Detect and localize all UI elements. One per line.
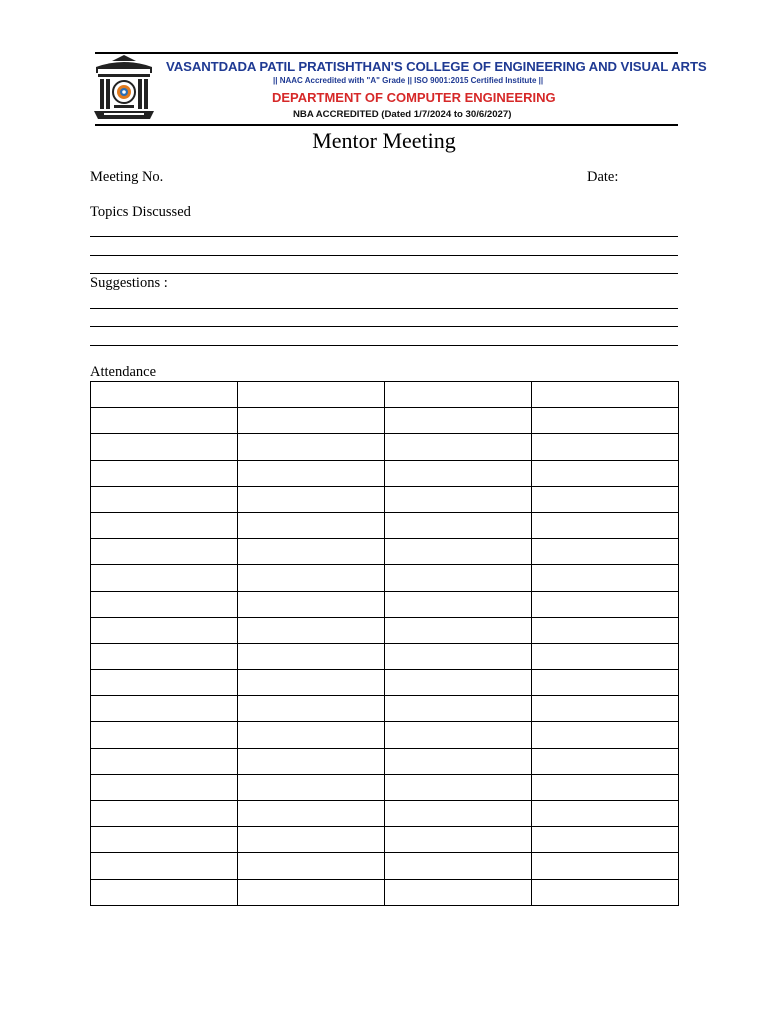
attendance-cell[interactable] xyxy=(91,748,238,774)
attendance-cell[interactable] xyxy=(238,722,385,748)
table-row xyxy=(91,617,679,643)
attendance-cell[interactable] xyxy=(532,643,679,669)
attendance-cell[interactable] xyxy=(91,408,238,434)
attendance-cell[interactable] xyxy=(532,512,679,538)
attendance-cell[interactable] xyxy=(385,434,532,460)
attendance-cell[interactable] xyxy=(91,591,238,617)
attendance-cell[interactable] xyxy=(91,774,238,800)
attendance-cell[interactable] xyxy=(238,539,385,565)
attendance-cell[interactable] xyxy=(238,565,385,591)
attendance-cell[interactable] xyxy=(238,696,385,722)
attendance-cell[interactable] xyxy=(238,617,385,643)
attendance-cell[interactable] xyxy=(385,512,532,538)
attendance-cell[interactable] xyxy=(238,879,385,905)
attendance-cell[interactable] xyxy=(238,434,385,460)
attendance-cell[interactable] xyxy=(238,827,385,853)
attendance-cell[interactable] xyxy=(385,696,532,722)
topics-discussed-label: Topics Discussed xyxy=(90,204,191,220)
table-row xyxy=(91,408,679,434)
attendance-cell[interactable] xyxy=(532,748,679,774)
attendance-cell[interactable] xyxy=(91,696,238,722)
attendance-cell[interactable] xyxy=(532,774,679,800)
suggestions-line[interactable] xyxy=(90,308,678,309)
attendance-cell[interactable] xyxy=(385,879,532,905)
attendance-cell[interactable] xyxy=(238,801,385,827)
table-row xyxy=(91,827,679,853)
date-label: Date: xyxy=(587,169,619,185)
attendance-cell[interactable] xyxy=(532,722,679,748)
attendance-cell[interactable] xyxy=(91,434,238,460)
meeting-no-label: Meeting No. xyxy=(90,169,164,185)
attendance-cell[interactable] xyxy=(532,853,679,879)
attendance-cell[interactable] xyxy=(532,879,679,905)
suggestions-line[interactable] xyxy=(90,345,678,346)
attendance-cell[interactable] xyxy=(385,460,532,486)
table-row xyxy=(91,591,679,617)
attendance-cell[interactable] xyxy=(385,801,532,827)
attendance-cell[interactable] xyxy=(238,512,385,538)
attendance-cell[interactable] xyxy=(91,722,238,748)
attendance-cell[interactable] xyxy=(385,774,532,800)
table-row xyxy=(91,748,679,774)
topics-line[interactable] xyxy=(90,273,678,274)
attendance-cell[interactable] xyxy=(91,801,238,827)
attendance-cell[interactable] xyxy=(532,486,679,512)
table-row xyxy=(91,696,679,722)
table-row xyxy=(91,565,679,591)
attendance-cell[interactable] xyxy=(238,486,385,512)
attendance-cell[interactable] xyxy=(532,408,679,434)
table-row xyxy=(91,460,679,486)
attendance-cell[interactable] xyxy=(532,617,679,643)
table-row xyxy=(91,486,679,512)
attendance-cell[interactable] xyxy=(532,801,679,827)
accreditation-line: || NAAC Accredited with "A" Grade || ISO 9001:2015 Certified Institute || xyxy=(273,76,544,85)
attendance-cell[interactable] xyxy=(91,382,238,408)
college-logo-icon xyxy=(92,55,156,123)
attendance-cell[interactable] xyxy=(238,774,385,800)
department-name: DEPARTMENT OF COMPUTER ENGINEERING xyxy=(272,90,556,105)
attendance-cell[interactable] xyxy=(385,643,532,669)
attendance-cell[interactable] xyxy=(91,643,238,669)
table-row xyxy=(91,539,679,565)
attendance-cell[interactable] xyxy=(532,827,679,853)
attendance-cell[interactable] xyxy=(532,434,679,460)
table-row xyxy=(91,382,679,408)
attendance-cell[interactable] xyxy=(91,539,238,565)
attendance-cell[interactable] xyxy=(238,408,385,434)
attendance-cell[interactable] xyxy=(238,670,385,696)
attendance-cell[interactable] xyxy=(532,460,679,486)
table-row xyxy=(91,722,679,748)
attendance-cell[interactable] xyxy=(385,748,532,774)
attendance-cell[interactable] xyxy=(91,617,238,643)
suggestions-label: Suggestions : xyxy=(90,275,168,291)
attendance-cell[interactable] xyxy=(238,382,385,408)
attendance-cell[interactable] xyxy=(532,539,679,565)
attendance-cell[interactable] xyxy=(385,853,532,879)
attendance-cell[interactable] xyxy=(532,591,679,617)
topics-line[interactable] xyxy=(90,236,678,237)
attendance-cell[interactable] xyxy=(91,670,238,696)
table-row xyxy=(91,512,679,538)
attendance-cell[interactable] xyxy=(91,460,238,486)
attendance-table xyxy=(90,381,679,906)
table-row xyxy=(91,801,679,827)
table-row xyxy=(91,670,679,696)
attendance-cell[interactable] xyxy=(385,670,532,696)
header-rule-bottom xyxy=(95,124,678,126)
attendance-cell[interactable] xyxy=(385,722,532,748)
suggestions-line[interactable] xyxy=(90,326,678,327)
table-row xyxy=(91,879,679,905)
attendance-cell[interactable] xyxy=(238,591,385,617)
attendance-cell[interactable] xyxy=(385,617,532,643)
attendance-cell[interactable] xyxy=(532,696,679,722)
nba-accreditation: NBA ACCREDITED (Dated 1/7/2024 to 30/6/2027) xyxy=(293,109,512,120)
attendance-cell[interactable] xyxy=(91,879,238,905)
attendance-cell[interactable] xyxy=(238,748,385,774)
attendance-cell[interactable] xyxy=(385,382,532,408)
attendance-cell[interactable] xyxy=(385,408,532,434)
attendance-cell[interactable] xyxy=(385,827,532,853)
table-row xyxy=(91,774,679,800)
header-rule-top xyxy=(95,52,678,54)
attendance-cell[interactable] xyxy=(238,460,385,486)
page-title: Mentor Meeting xyxy=(312,128,456,153)
attendance-cell[interactable] xyxy=(91,565,238,591)
attendance-cell[interactable] xyxy=(532,670,679,696)
attendance-cell[interactable] xyxy=(91,853,238,879)
attendance-cell[interactable] xyxy=(91,827,238,853)
attendance-cell[interactable] xyxy=(385,539,532,565)
table-row xyxy=(91,643,679,669)
table-row xyxy=(91,853,679,879)
attendance-cell[interactable] xyxy=(385,565,532,591)
attendance-cell[interactable] xyxy=(238,643,385,669)
attendance-label: Attendance xyxy=(90,364,157,380)
attendance-cell[interactable] xyxy=(385,486,532,512)
attendance-cell[interactable] xyxy=(385,591,532,617)
attendance-cell[interactable] xyxy=(532,565,679,591)
attendance-cell[interactable] xyxy=(91,486,238,512)
topics-line[interactable] xyxy=(90,255,678,256)
table-row xyxy=(91,434,679,460)
college-name: VASANTDADA PATIL PRATISHTHAN'S COLLEGE OF ENGINEERING AND VISUAL ARTS xyxy=(166,59,707,74)
attendance-cell[interactable] xyxy=(238,853,385,879)
attendance-cell[interactable] xyxy=(532,382,679,408)
attendance-cell[interactable] xyxy=(91,512,238,538)
